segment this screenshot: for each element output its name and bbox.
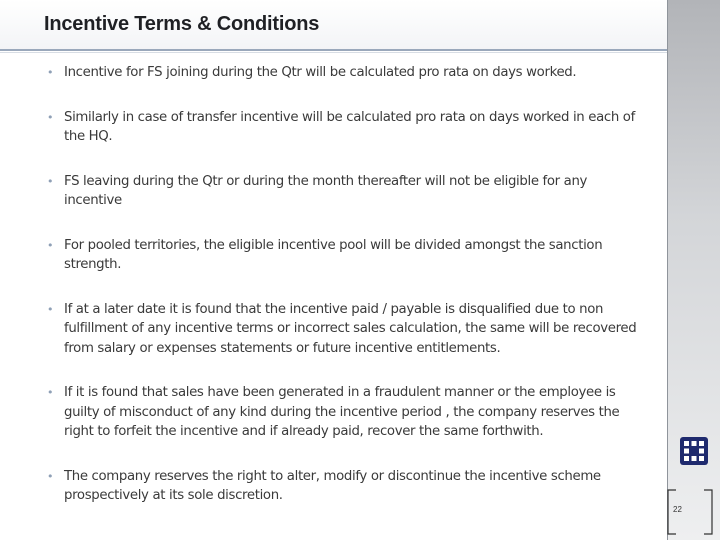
bullet-text: Incentive for FS joining during the Qtr will be calculated pro rata on days worked.	[64, 65, 577, 80]
bullet-text: The company reserves the right to alter, modify or discontinue the incentive scheme prospectively at its sole discretion.	[64, 468, 601, 503]
bullet-item	[45, 172, 645, 211]
bullet-text: Similarly in case of transfer incentive will be calculated pro rata on days worked in each of the HQ.	[64, 109, 635, 144]
right-bracket-decoration	[703, 489, 713, 535]
bullet-dot: •	[47, 386, 54, 399]
header-band	[0, 0, 667, 50]
bullet-item	[45, 108, 645, 147]
bullet-item	[45, 383, 645, 442]
header-divider	[0, 49, 667, 51]
company-logo-icon	[680, 437, 708, 465]
bullet-list	[45, 63, 645, 531]
bullet-dot: •	[47, 469, 54, 483]
bullet-item	[45, 236, 645, 275]
bullet-item	[45, 63, 645, 83]
bullet-text: FS leaving during the Qtr or during the month thereafter will not be eligible for any incentive	[64, 173, 588, 208]
bullet-dot: •	[47, 174, 54, 188]
bullet-text: For pooled territories, the eligible incentive pool will be divided amongst the sanction strength.	[64, 237, 603, 272]
bullet-dot: •	[47, 238, 54, 252]
bullet-dot: •	[47, 302, 54, 316]
bullet-dot: •	[47, 110, 54, 124]
bullet-text: If it is found that sales have been generated in a fraudulent manner or the employee is guilty of misconduct of any kind during the incentive period , the company reserves the right to forfeit the incentive and if already paid, recover the same forthwith.	[64, 385, 620, 439]
bullet-dot: •	[47, 66, 54, 79]
slide-title: Incentive Terms & Conditions	[44, 13, 320, 35]
bullet-text: If at a later date it is found that the incentive paid / payable is disqualified due to non fulfillment of any incentive terms or incorrect sales calculation, the same will be recovered from salary or expenses statements or future incentive entitlements.	[64, 301, 637, 356]
bullet-item	[45, 300, 645, 359]
page-number: 22	[673, 505, 682, 514]
side-decoration-line	[667, 0, 668, 540]
bullet-item	[45, 467, 645, 506]
header-divider-light	[0, 52, 667, 53]
